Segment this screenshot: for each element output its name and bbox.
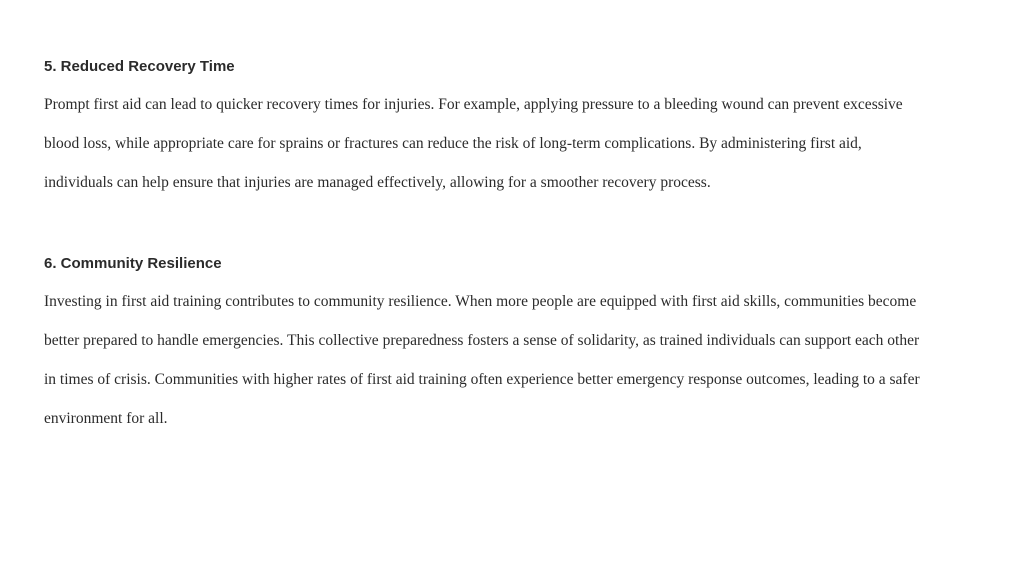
section-heading: 6. Community Resilience bbox=[44, 255, 222, 272]
paragraph-line: Investing in first aid training contributes to community resilience. When more people are equipped with first aid skills, communities become bbox=[44, 293, 917, 310]
paragraph-line: in times of crisis. Communities with higher rates of first aid training often experience better emergency response outcomes, leading to a safer bbox=[44, 371, 920, 388]
paragraph-line: blood loss, while appropriate care for sprains or fractures can reduce the risk of long-term complications. By administering first aid, bbox=[44, 135, 862, 152]
paragraph-line: Prompt first aid can lead to quicker recovery times for injuries. For example, applying pressure to a bleeding wound can prevent excessive bbox=[44, 96, 903, 113]
paragraph-line: environment for all. bbox=[44, 410, 168, 427]
paragraph-line: better prepared to handle emergencies. This collective preparedness fosters a sense of solidarity, as trained individuals can support each other bbox=[44, 332, 920, 349]
paragraph-line: individuals can help ensure that injuries are managed effectively, allowing for a smoother recovery process. bbox=[44, 174, 711, 191]
section-heading: 5. Reduced Recovery Time bbox=[44, 58, 235, 75]
